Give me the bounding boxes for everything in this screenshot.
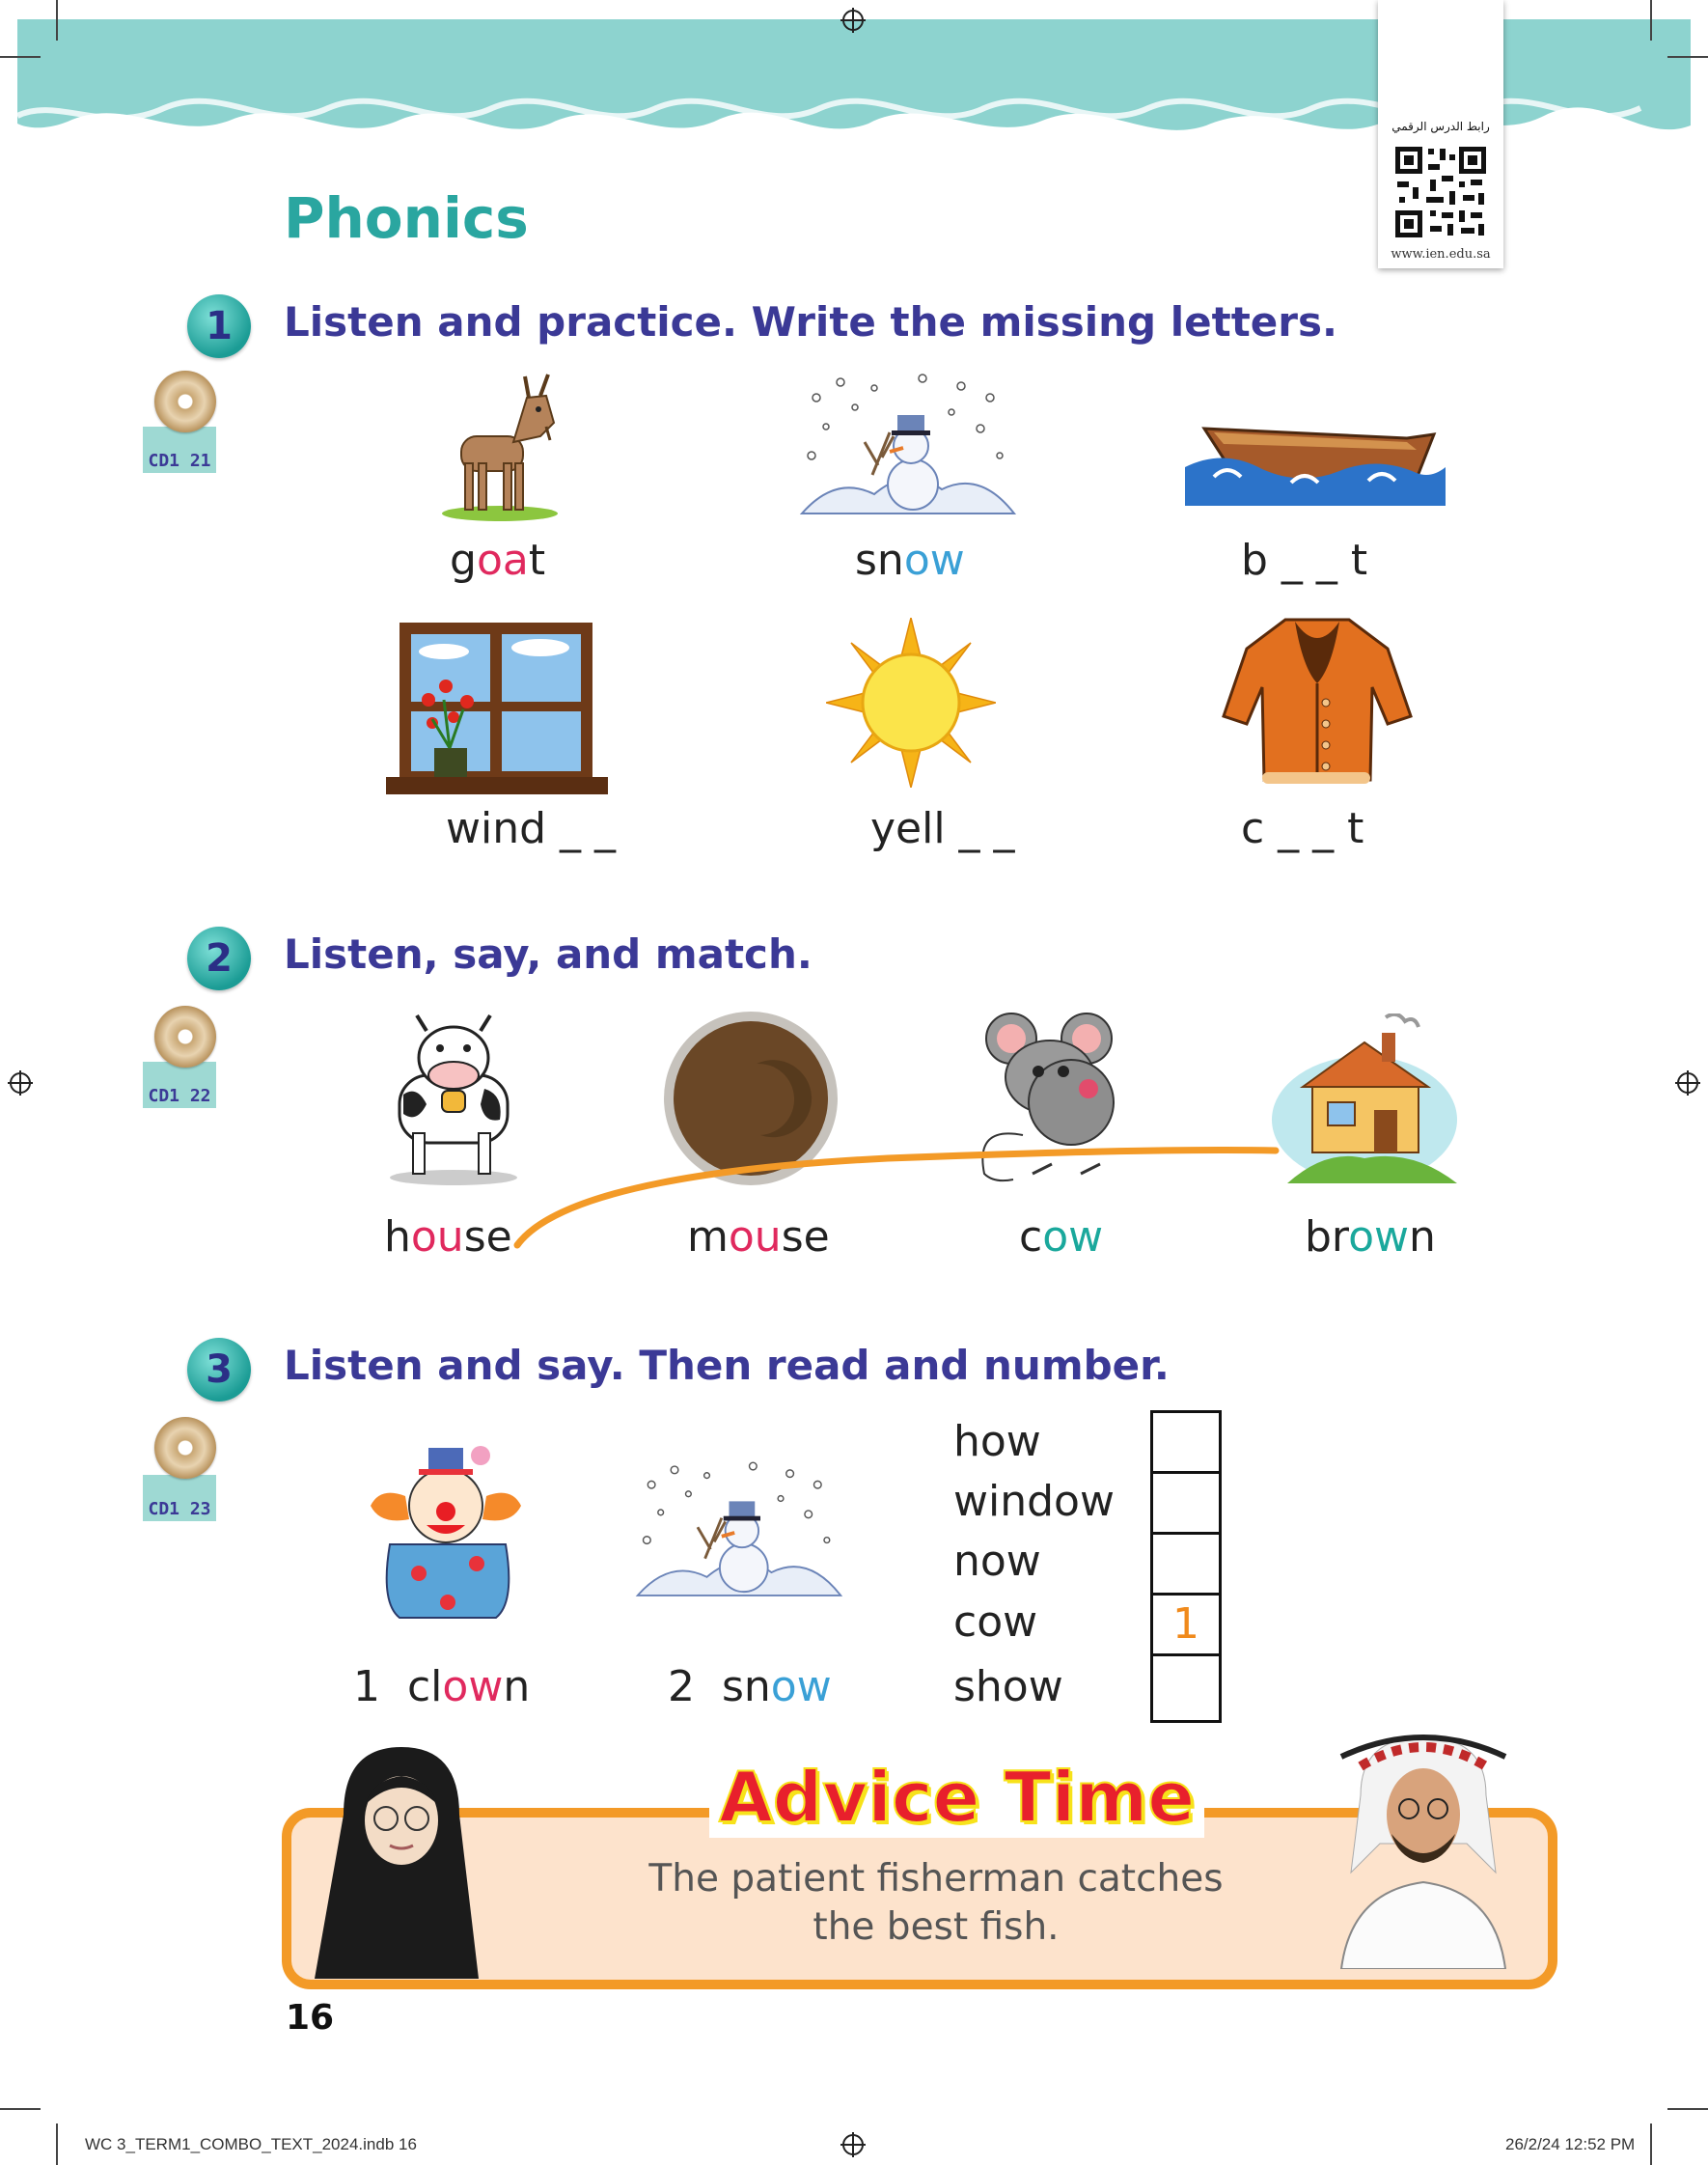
word-coat-blank[interactable]: c _ _ t (1241, 804, 1364, 853)
advice-text-line: the best fish. (813, 1905, 1060, 1949)
snowman-icon (797, 369, 1019, 523)
answer-box[interactable] (1150, 1532, 1222, 1593)
section-number-badge: 3 (187, 1338, 251, 1402)
word-snow: 2 snow (668, 1662, 832, 1711)
cd-track-label: CD1 23 (148, 1499, 211, 1519)
footer-file-info: WC 3_TERM1_COMBO_TEXT_2024.indb 16 (85, 2135, 417, 2153)
word-mouse[interactable]: mouse (687, 1212, 830, 1262)
word-window-blank[interactable]: wind _ _ (446, 804, 616, 853)
list-item: cow (953, 1597, 1038, 1647)
word-yellow-blank[interactable]: yell _ _ (870, 804, 1015, 853)
house-icon (1268, 1013, 1461, 1183)
cd-track-label: CD1 21 (148, 451, 211, 471)
section-instruction: Listen, say, and match. (284, 930, 813, 978)
registration-mark-icon (840, 2132, 866, 2157)
cd-track-label: CD1 22 (148, 1086, 211, 1106)
cd-icon (154, 371, 216, 432)
qr-label: رابط الدرس الرقمي (1391, 120, 1490, 133)
section-instruction: Listen and say. Then read and number. (284, 1342, 1170, 1389)
qr-url[interactable]: www.ien.edu.sa (1391, 247, 1491, 262)
answer-box[interactable]: 1 (1150, 1593, 1222, 1653)
word-brown[interactable]: brown (1305, 1212, 1436, 1262)
cd-track-tag[interactable] (143, 1475, 216, 1521)
snowman-icon (633, 1454, 845, 1608)
section-number-badge: 2 (187, 927, 251, 990)
word-cow[interactable]: cow (1019, 1212, 1104, 1262)
word-clown: 1 clown (353, 1662, 531, 1711)
advice-text-line: The patient fisherman catches (648, 1857, 1224, 1901)
man-portrait-icon (1322, 1728, 1525, 1969)
answer-box[interactable] (1150, 1653, 1222, 1723)
word-goat: goat (450, 536, 546, 585)
footer-timestamp: 26/2/24 12:52 PM (1505, 2135, 1636, 2153)
window-icon (386, 623, 608, 794)
list-item: now (953, 1537, 1041, 1586)
mouse-icon (965, 1010, 1154, 1187)
list-item: window (953, 1477, 1115, 1526)
brown-circle-icon (656, 1010, 845, 1187)
word-snow: snow (855, 536, 965, 585)
registration-mark-icon (1675, 1070, 1700, 1096)
cd-icon (154, 1417, 216, 1479)
advice-text (579, 1855, 1293, 1952)
section-number-badge: 1 (187, 294, 251, 358)
goat-icon (432, 369, 567, 523)
coat-icon (1218, 610, 1417, 790)
cd-track-tag[interactable] (143, 1062, 216, 1108)
cow-icon (378, 1008, 529, 1185)
boat-icon (1185, 400, 1446, 506)
woman-portrait-icon (286, 1737, 517, 1979)
answer-boxes (1150, 1410, 1218, 1723)
crop-mark (1667, 56, 1708, 58)
list-item: show (953, 1662, 1063, 1711)
page-title: Phonics (284, 185, 529, 251)
page-number: 16 (286, 1998, 335, 2038)
section-instruction: Listen and practice. Write the missing letters. (284, 298, 1337, 346)
advice-title: Advice Time (709, 1757, 1204, 1838)
qr-code-panel[interactable] (1378, 0, 1503, 268)
word-boat-blank[interactable]: b _ _ t (1241, 536, 1368, 585)
crop-mark (56, 0, 58, 41)
answer-box[interactable] (1150, 1471, 1222, 1532)
answer-box[interactable] (1150, 1410, 1222, 1471)
list-item: how (953, 1417, 1041, 1466)
cd-icon (154, 1006, 216, 1068)
crop-mark (1650, 0, 1652, 41)
crop-mark (1667, 2108, 1708, 2110)
crop-mark (56, 2123, 58, 2165)
sun-icon (826, 618, 996, 788)
crop-mark (1650, 2123, 1652, 2165)
qr-code-icon (1391, 143, 1490, 241)
crop-mark (0, 56, 41, 58)
registration-mark-icon (840, 8, 866, 33)
registration-mark-icon (8, 1070, 33, 1096)
word-house[interactable]: house (384, 1212, 512, 1262)
crop-mark (0, 2108, 41, 2110)
cd-track-tag[interactable] (143, 427, 216, 473)
clown-icon (361, 1438, 531, 1627)
